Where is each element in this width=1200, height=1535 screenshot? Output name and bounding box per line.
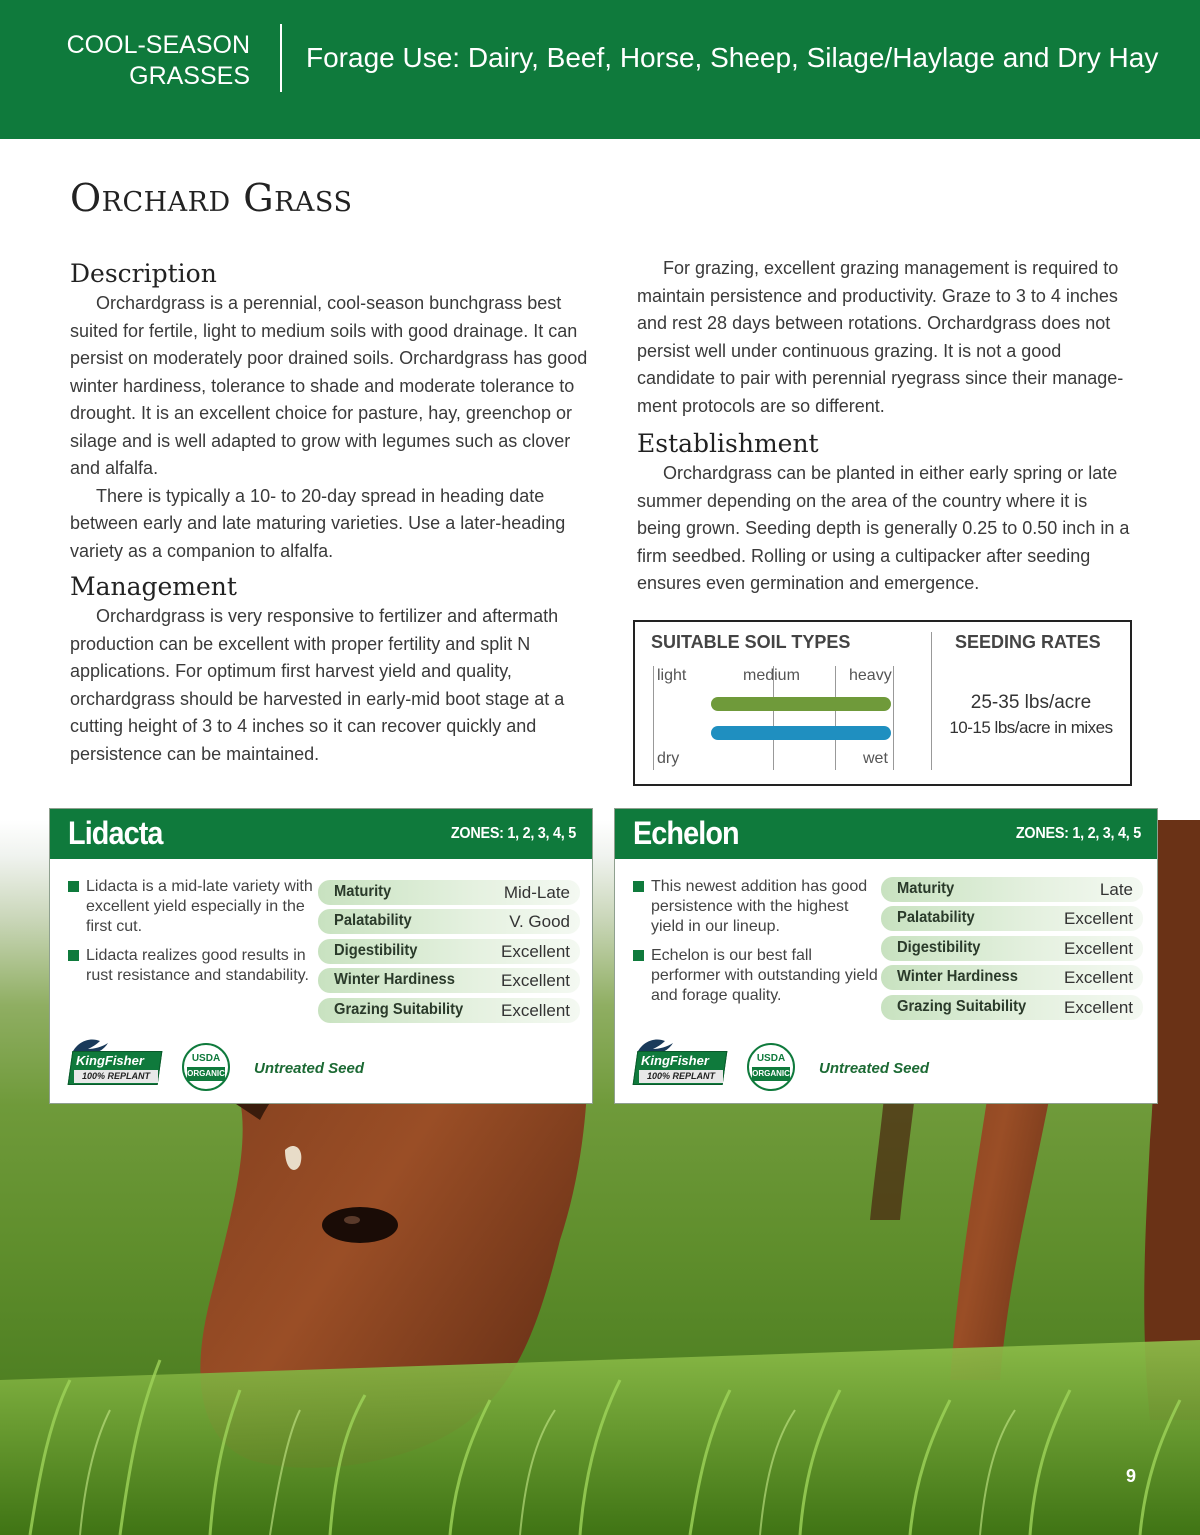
variety-bullets [633,877,883,1015]
trait-value: Late [1099,880,1133,899]
trait-name: Grazing Suitability [334,1000,464,1018]
usda-organic-seal [182,1043,230,1091]
variety-bullets [68,877,318,995]
trait-name: Maturity [334,883,392,900]
trait-row-digestibility [318,939,580,964]
trait-row-grazing-suitability [881,995,1143,1020]
establishment-heading: Establishment [637,429,819,458]
description-paragraph-2: There is typically a 10- to 20-day spread in heading date between early and late maturing varieties. Use a later-heading variety as a companion to alfalfa. [70,485,566,561]
trait-list [318,880,580,1027]
soil-label-heavy: heavy [849,667,892,684]
page-title: Orchard Grass [70,176,353,220]
kingfisher-logo [66,1035,166,1091]
replant-label: 100% REPLANT [639,1070,723,1083]
trait-row-palatability [318,909,580,934]
category-line-1: COOL-SEASON [66,31,250,59]
untreated-seed-label: Untreated Seed [254,1060,365,1077]
trait-row-maturity [318,880,580,905]
kingfisher-name: KingFisher [76,1053,144,1068]
forage-use: Forage Use: Dairy, Beef, Horse, Sheep, Silage/Haylage and Dry Hay [306,42,1159,73]
soil-axis-line [653,666,654,770]
soil-types-heading: SUITABLE SOIL TYPES [651,632,851,652]
right-column [637,255,1132,598]
establishment-paragraph-1: Orchardgrass can be planted in either early spring or late summer depending on the area of the country where it is being grown. Seeding depth is generally 0.25 to 0.50 inch in a firm seedbed. Rolling or using a cultipacker after seeding ensures even germination and emergence. [637,463,1130,593]
bullet-item: Lidacta is a mid-late variety with excellent yield especially in the first cut. [68,877,318,937]
card-logos [66,1035,406,1095]
trait-value: Excellent [501,941,570,961]
soil-label-dry: dry [657,750,680,767]
organic-label: ORGANIC [752,1067,790,1081]
soil-label-medium: medium [743,667,800,684]
description-paragraph-1: Orchardgrass is a perennial, cool-season bunchgrass best suited for fertile, light to medium soils with good drainage. It can persist on moderately poor drained soils. Orchardgrass has good winter hardiness, tolerance to shade and moderate tolerance to drought. It is an excellent choice for pasture, hay, greenchop or silage and is well adapted to grow with legumes such as clover and alfalfa. [70,293,588,478]
trait-value: Excellent [501,971,570,991]
trait-row-digestibility [881,936,1143,961]
trait-name: Digestibility [334,941,418,959]
trait-row-palatability [881,906,1143,931]
trait-list [881,877,1143,1024]
trait-value: Excellent [1064,997,1133,1017]
untreated-seed-label: Untreated Seed [819,1060,930,1077]
trait-name: Digestibility [897,938,981,956]
trait-row-maturity [881,877,1143,902]
bullet-item: This newest addition has good persistence with the highest yield in our lineup. [633,877,883,937]
soil-moisture-bar [711,726,891,740]
trait-name: Palatability [897,909,975,927]
variety-zones: ZONES: 1, 2, 3, 4, 5 [450,825,576,842]
replant-label: 100% REPLANT [74,1070,158,1083]
trait-value: Mid-Late [503,883,570,902]
trait-value: Excellent [1064,938,1133,958]
trait-name: Winter Hardiness [334,971,455,989]
category-label [67,30,250,92]
bullet-item: Lidacta realizes good results in rust resistance and standability. [68,946,318,986]
management-paragraph-1: Orchardgrass is very responsive to fertilizer and aftermath production can be excellent with proper fertility and split N applications. For optimum first harvest yield and quality, orchardgrass should be harvested in early-mid boot stage at a cutting height of 3 to 4 inches so it can recover quickly and persistence can be maintained. [70,606,565,764]
trait-name: Grazing Suitability [897,997,1027,1015]
category-line-2: GRASSES [129,62,250,90]
card-logos [631,1035,971,1095]
soil-texture-bar [711,697,891,711]
soil-label-light: light [657,667,687,684]
seeding-rate-pure: 25-35 lbs/acre [970,692,1092,713]
trait-value: V. Good [509,912,570,932]
trait-row-grazing-suitability [318,998,580,1023]
description-heading: Description [70,259,217,288]
kingfisher-logo [631,1035,731,1091]
management-heading: Management [70,572,237,601]
trait-row-winter-hardiness [318,968,580,993]
variety-zones: ZONES: 1, 2, 3, 4, 5 [1015,825,1141,842]
variety-card-echelon [614,808,1158,1104]
trait-row-winter-hardiness [881,965,1143,990]
seeding-rate-mixes: 10-15 lbs/acre in mixes [949,718,1113,737]
variety-card-lidacta [49,808,593,1104]
organic-label: ORGANIC [187,1067,225,1081]
page-header [0,0,1200,139]
trait-value: Excellent [1064,968,1133,988]
card-header-band [615,809,1157,859]
trait-name: Palatability [334,912,412,930]
page-number: 9 [1126,1466,1137,1486]
usda-label: USDA [756,1053,786,1064]
kingfisher-name: KingFisher [641,1053,709,1068]
bullet-item: Echelon is our best fall performer with outstanding yield and forage quality. [633,946,883,1006]
trait-name: Maturity [897,880,955,897]
soil-seeding-box [633,620,1132,786]
variety-name: Lidacta [68,815,163,851]
usda-label: USDA [191,1053,221,1064]
variety-name: Echelon [633,815,739,851]
usda-organic-seal [747,1043,795,1091]
seeding-rates-heading: SEEDING RATES [955,632,1101,652]
trait-name: Winter Hardiness [897,968,1018,986]
card-header-band [50,809,592,859]
left-column [70,256,600,768]
soil-axis-line [835,666,836,770]
trait-value: Excellent [501,1000,570,1020]
header-divider [280,24,282,92]
soil-label-wet: wet [863,750,888,767]
trait-value: Excellent [1064,909,1133,929]
management-paragraph-2: For grazing, excellent grazing management is required to maintain persistence and productivity. Graze to 3 to 4 inches and rest 28 days between rotations. Orchardgrass does not persist well under continuous grazing. It is not a good candidate to pair with perennial ryegrass since their manage- ment protocols are so different. [637,258,1124,416]
soil-axis-line [893,666,894,770]
